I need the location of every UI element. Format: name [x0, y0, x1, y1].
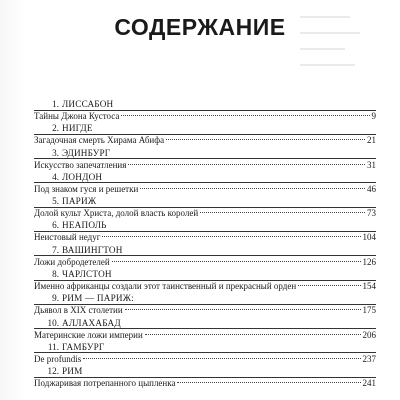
toc-entry [34, 171, 376, 195]
chapter-subtitle-line [34, 304, 376, 316]
chapter-heading [34, 98, 376, 110]
chapter-city: ВАШИНГТОН [62, 244, 123, 255]
chapter-number: 12. [47, 366, 59, 377]
chapter-subtitle: Дьявол в XIX столетии [34, 305, 123, 316]
chapter-subtitle-line [34, 280, 376, 292]
page-number: 237 [362, 353, 376, 364]
page-number: 126 [362, 256, 376, 267]
page-number: 175 [362, 305, 376, 316]
chapter-number: 8. [52, 269, 59, 280]
chapter-city: НЕАПОЛЬ [62, 220, 107, 231]
page-number: 9 [371, 111, 376, 121]
chapter-heading [34, 317, 376, 329]
chapter-city: ПАРИЖ [62, 196, 97, 207]
chapter-number: 2. [52, 123, 59, 134]
toc-entry [34, 122, 376, 146]
chapter-subtitle-line [34, 134, 376, 146]
chapter-heading [34, 195, 376, 207]
chapter-subtitle: Загадочная смерть Хирама Абифа [34, 135, 165, 146]
page-number: 46 [367, 183, 376, 194]
chapter-heading [34, 147, 376, 159]
dot-leader [102, 236, 360, 237]
page-number: 104 [362, 232, 376, 243]
dot-leader [177, 382, 360, 383]
toc-entry [34, 195, 376, 219]
chapter-subtitle: Ложи добродетелей [34, 256, 110, 267]
dot-leader [145, 334, 361, 335]
chapter-subtitle-line [34, 329, 376, 341]
chapter-number: 4. [52, 171, 59, 182]
chapter-heading [34, 292, 376, 304]
chapter-city: РИМ [62, 366, 83, 377]
dot-leader [166, 139, 365, 140]
dot-leader [298, 285, 360, 286]
chapter-subtitle-line [34, 110, 376, 122]
chapter-subtitle-line [34, 256, 376, 268]
toc-entry [34, 341, 376, 365]
chapter-subtitle: Неистовый недуг [34, 232, 101, 243]
chapter-city: РИМ — ПАРИЖ: [62, 293, 134, 304]
chapter-heading [34, 268, 376, 280]
chapter-heading [34, 171, 376, 183]
dot-leader [112, 261, 361, 262]
chapter-city: ЛИССАБОН [62, 99, 114, 109]
page-number: 154 [362, 281, 376, 292]
chapter-city: ЛОНДОН [62, 171, 103, 182]
chapter-number: 6. [52, 220, 59, 231]
chapter-city: ЭДИНБУРГ [62, 147, 111, 158]
chapter-subtitle-line [34, 159, 376, 171]
chapter-subtitle: Материнские ложи империи [34, 329, 143, 340]
toc-entry [34, 268, 376, 292]
chapter-heading [34, 244, 376, 256]
chapter-subtitle: Искусство запечатления [34, 159, 127, 170]
chapter-city: АЛЛАХАБАД [62, 317, 121, 328]
toc-entry [34, 317, 376, 341]
page-number: 31 [367, 159, 376, 170]
dot-leader [121, 115, 369, 116]
page-title: СОДЕРЖАНИЕ [114, 14, 286, 40]
page-number: 21 [367, 135, 376, 146]
chapter-heading [34, 219, 376, 231]
chapter-subtitle: Поджаривая потрепанного цыпленка [34, 378, 176, 389]
dot-leader [128, 164, 365, 165]
toc-entry [34, 365, 376, 389]
toc-entry [34, 292, 376, 316]
chapter-subtitle-line [34, 207, 376, 219]
toc-entry [34, 219, 376, 243]
chapter-subtitle: Именно африканцы создали этот таинственный и прекрасный орден [34, 281, 297, 292]
dot-leader [140, 188, 365, 189]
dot-leader [83, 358, 360, 359]
chapter-subtitle-line [34, 183, 376, 195]
chapter-subtitle: De profundis [34, 353, 82, 364]
dot-leader [125, 309, 361, 310]
toc-entry [34, 244, 376, 268]
chapter-number: 10. [47, 317, 59, 328]
chapter-subtitle: Тайны Джона Кустоса [34, 111, 120, 121]
chapter-number: 7. [52, 244, 59, 255]
chapter-subtitle-line [34, 353, 376, 365]
page-number: 206 [362, 329, 376, 340]
chapter-heading [34, 122, 376, 134]
chapter-heading [34, 341, 376, 353]
chapter-subtitle: Долой культ Христа, долой власть королей [34, 208, 199, 219]
chapter-number: 3. [52, 147, 59, 158]
chapter-subtitle: Под знаком гуся и решетки [34, 183, 139, 194]
toc-entry [34, 147, 376, 171]
chapter-subtitle-line [34, 231, 376, 243]
chapter-number: 11. [47, 341, 59, 352]
dot-leader [200, 212, 365, 213]
table-of-contents [34, 98, 376, 390]
chapter-city: ЧАРЛСТОН [62, 269, 112, 280]
chapter-number: 5. [52, 196, 59, 207]
chapter-subtitle-line [34, 377, 376, 389]
chapter-city: ГАМБУРГ [62, 341, 105, 352]
chapter-number: 1. [52, 99, 59, 109]
chapter-number: 9. [52, 293, 59, 304]
page-number: 241 [362, 378, 376, 389]
chapter-heading [34, 365, 376, 377]
page-number: 73 [367, 208, 376, 219]
chapter-city: НИГДЕ [62, 123, 93, 134]
toc-entry [34, 98, 376, 122]
